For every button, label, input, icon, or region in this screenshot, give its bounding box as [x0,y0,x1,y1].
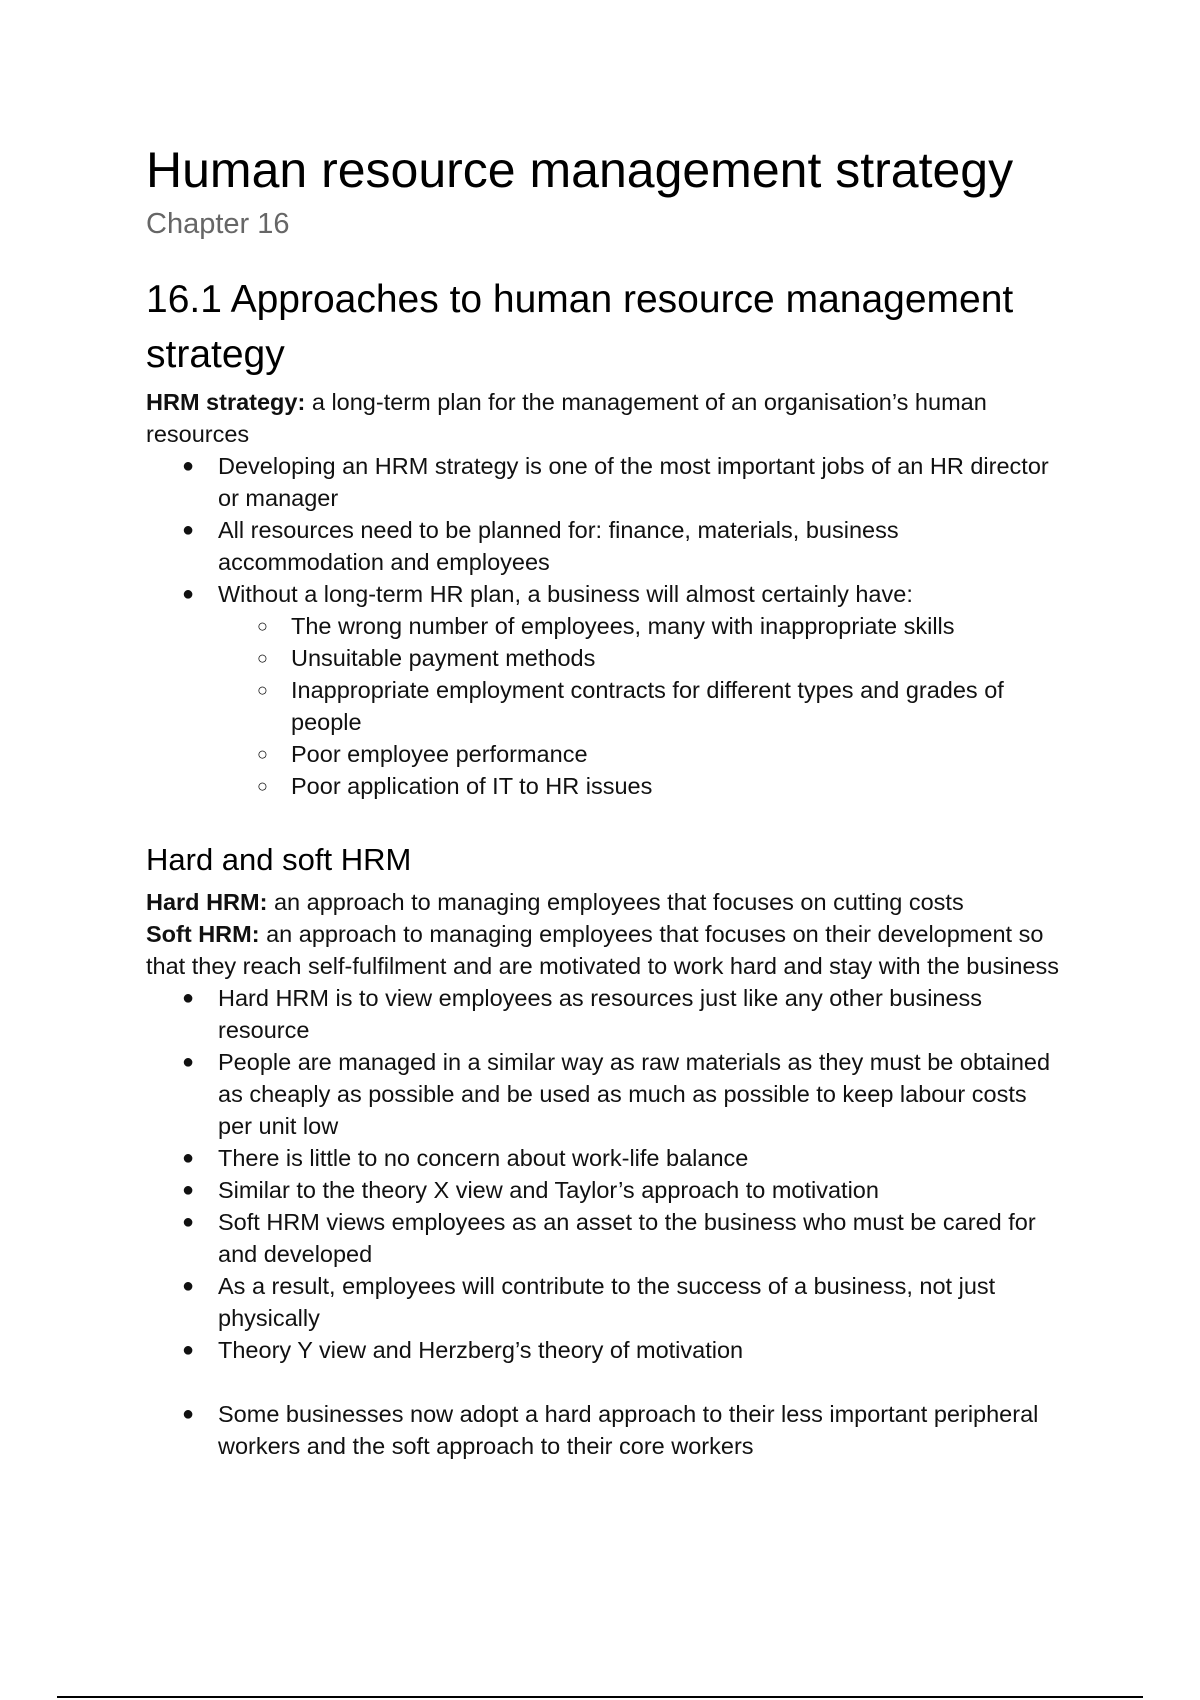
document-subtitle: Chapter 16 [146,208,290,240]
list-item-text: Some businesses now adopt a hard approach to their less important peripheral workers and the soft approach to their core workers [218,1401,1039,1459]
page-bottom-divider [57,1696,1143,1698]
list-item [182,1398,1066,1462]
hollow-bullet-icon: ○ [257,616,268,636]
section1-bullet-list [146,450,1066,802]
bullet-icon: ● [182,1275,195,1297]
definition-text: a long-term plan for the management of an organisation’s human resources [146,389,987,447]
section2-final-bullet-list [146,1398,1066,1462]
sub-list-item [257,674,1066,738]
bullet-icon: ● [182,1147,195,1169]
list-item-text: As a result, employees will contribute to the success of a business, not just physically [218,1273,996,1331]
bullet-icon: ● [182,1339,195,1361]
list-item-text: Without a long-term HR plan, a business will almost certainly have: [218,581,913,607]
hollow-bullet-icon: ○ [257,776,268,796]
list-item-text: Soft HRM views employees as an asset to the business who must be cared for and developed [218,1209,1036,1267]
bullet-icon: ● [182,987,195,1009]
sub-list-item [257,642,1066,674]
bullet-icon: ● [182,583,195,605]
sub-list-item-text: Poor application of IT to HR issues [291,773,653,799]
list-item [182,1206,1066,1270]
section-heading-approaches: 16.1 Approaches to human resource management strategy [146,278,1014,376]
hrm-strategy-definition [146,386,1066,450]
bullet-icon: ● [182,1051,195,1073]
list-item [182,1174,1066,1206]
list-item-text: All resources need to be planned for: finance, materials, business accommodation and employees [218,517,899,575]
list-item [182,1334,1066,1366]
sub-list-item-text: The wrong number of employees, many with inappropriate skills [291,613,955,639]
sub-list-item [257,738,1066,770]
bullet-icon: ● [182,455,195,477]
document-title: Human resource management strategy [146,142,1014,198]
list-item [182,578,1066,802]
bullet-icon: ● [182,1211,195,1233]
list-item-text: Hard HRM is to view employees as resources just like any other business resource [218,985,983,1043]
sub-list-item [257,610,1066,642]
sub-list-item-text: Poor employee performance [291,741,588,767]
bullet-icon: ● [182,1403,195,1425]
spacer [146,1366,1066,1398]
section-heading-hard-soft: Hard and soft HRM [146,842,412,877]
bullet-icon: ● [182,1179,195,1201]
bullet-icon: ● [182,519,195,541]
list-item-text: People are managed in a similar way as raw materials as they must be obtained as cheaply as possible and be used as much as possible to keep labour costs per unit low [218,1049,1051,1139]
hollow-bullet-icon: ○ [257,648,268,668]
list-item [182,1046,1066,1142]
list-item-text: There is little to no concern about work-life balance [218,1145,749,1171]
list-item-text: Developing an HRM strategy is one of the most important jobs of an HR director or manager [218,453,1049,511]
list-item [182,982,1066,1046]
list-item-text: Theory Y view and Herzberg’s theory of motivation [218,1337,744,1363]
section2-bullet-list [146,982,1066,1366]
soft-hrm-definition [146,918,1066,982]
list-item [182,450,1066,514]
definition-term: Soft HRM: [146,921,260,947]
hollow-bullet-icon: ○ [257,744,268,764]
definition-term: Hard HRM: [146,889,268,915]
sub-list-item-text: Unsuitable payment methods [291,645,596,671]
hard-hrm-definition [146,886,1066,918]
sub-list-item-text: Inappropriate employment contracts for different types and grades of people [291,677,1004,735]
definition-term: HRM strategy: [146,389,306,415]
list-item [182,514,1066,578]
definition-text: an approach to managing employees that focuses on cutting costs [267,889,964,915]
hollow-bullet-icon: ○ [257,680,268,700]
definition-text: an approach to managing employees that focuses on their development so that they reach self-fulfilment and are motivated to work hard and stay with the business [146,921,1060,979]
list-item-text: Similar to the theory X view and Taylor’s approach to motivation [218,1177,879,1203]
document-page [146,140,1066,1462]
sub-bullet-list [218,610,1066,802]
sub-list-item [257,770,1066,802]
list-item [182,1270,1066,1334]
list-item [182,1142,1066,1174]
